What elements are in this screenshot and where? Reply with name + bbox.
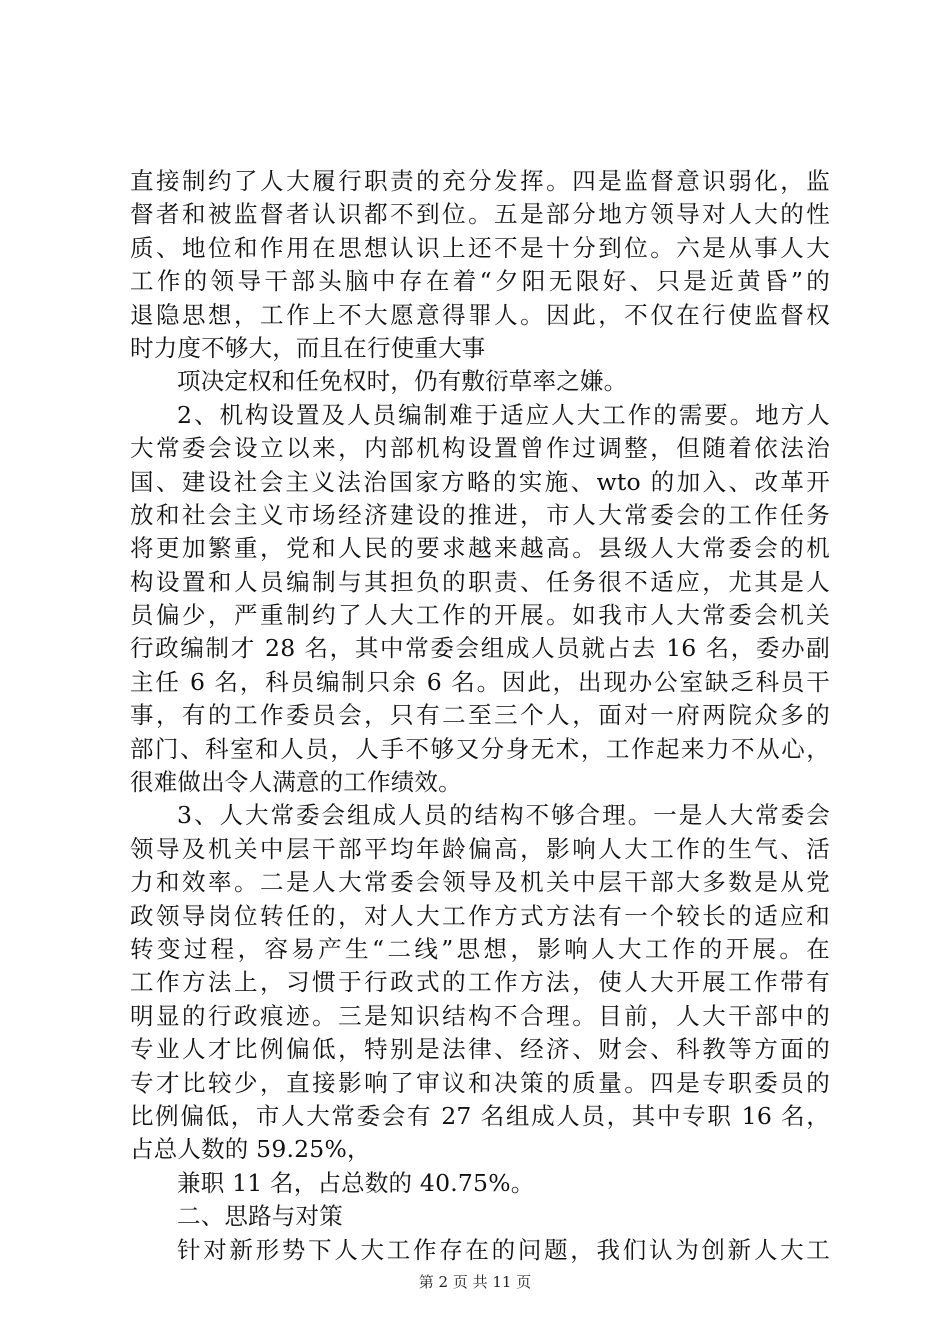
text-line: 2、机构设置及人员编制难于适应人大工作的需要。地方人 [177, 400, 830, 429]
text-line: 力和效率。二是人大常委会领导及机关中层干部大多数是从党 [130, 868, 830, 897]
text-line: 工作方法上，习惯于行政式的工作方法，使人大开展工作带有 [130, 968, 830, 997]
text-line: 专业人才比例偏低，特别是法律、经济、财会、科教等方面的 [130, 1035, 830, 1064]
text-line: 质、地位和作用在思想认识上还不是十分到位。六是从事人大 [130, 233, 830, 262]
text-line: 行政编制才 28 名，其中常委会组成人员就占去 16 名，委办副 [130, 634, 830, 663]
text-line: 占总人数的 59.25%， [130, 1135, 371, 1164]
text-line: 兼职 11 名，占总数的 40.75%。 [177, 1168, 535, 1197]
text-line: 政领导岗位转任的，对人大工作方式方法有一个较长的适应和 [130, 901, 830, 930]
text-line: 专才比较少，直接影响了审议和决策的质量。四是专职委员的 [130, 1068, 830, 1097]
text-line: 转变过程，容易产生“二线”思想，影响人大工作的开展。在 [130, 934, 830, 963]
text-line: 将更加繁重，党和人民的要求越来越高。县级人大常委会的机 [130, 534, 830, 563]
document-body [130, 165, 830, 1267]
text-line: 工作的领导干部头脑中存在着“夕阳无限好、只是近黄昏”的 [130, 267, 830, 296]
text-line: 项决定权和任免权时，仍有敷衍草率之嫌。 [177, 367, 628, 396]
text-line: 比例偏低，市人大常委会有 27 名组成人员，其中专职 16 名， [130, 1101, 830, 1130]
text-line: 直接制约了人大履行职责的充分发挥。四是监督意识弱化，监 [130, 167, 830, 195]
text-line: 部门、科室和人员，人手不够又分身无术，工作起来力不从心， [130, 734, 830, 763]
text-line: 放和社会主义市场经济建设的推进，市人大常委会的工作任务 [130, 500, 830, 529]
text-line: 员偏少，严重制约了人大工作的开展。如我市人大常委会机关 [130, 601, 830, 630]
text-line: 构设置和人员编制与其担负的职责、任务很不适应，尤其是人 [130, 567, 830, 596]
text-line: 3、人大常委会组成人员的结构不够合理。一是人大常委会 [177, 801, 830, 830]
text-line: 二、思路与对策 [177, 1202, 343, 1231]
text-line: 时力度不够大，而且在行使重大事 [130, 333, 486, 362]
text-line: 针对新形势下人大工作存在的问题，我们认为创新人大工 [177, 1235, 830, 1264]
text-line: 督者和被监督者认识都不到位。五是部分地方领导对人大的性 [130, 200, 830, 229]
page-footer: 第 2 页 共 11 页 [418, 1273, 532, 1291]
text-line: 领导及机关中层干部平均年龄偏高，影响人大工作的生气、活 [130, 834, 830, 863]
text-line: 退隐思想，工作上不大愿意得罪人。因此，不仅在行使监督权 [130, 300, 830, 329]
text-line: 大常委会设立以来，内部机构设置曾作过调整，但随着依法治 [130, 434, 830, 463]
text-line: 国、建设社会主义法治国家方略的实施、wto 的加入、改革开 [130, 467, 830, 496]
text-line: 主任 6 名，科员编制只余 6 名。因此，出现办公室缺乏科员干 [130, 667, 830, 696]
text-line: 明显的行政痕迹。三是知识结构不合理。目前，人大干部中的 [130, 1001, 830, 1030]
text-line: 事，有的工作委员会，只有二至三个人，面对一府两院众多的 [130, 701, 830, 730]
text-line: 很难做出令人满意的工作绩效。 [130, 768, 462, 797]
